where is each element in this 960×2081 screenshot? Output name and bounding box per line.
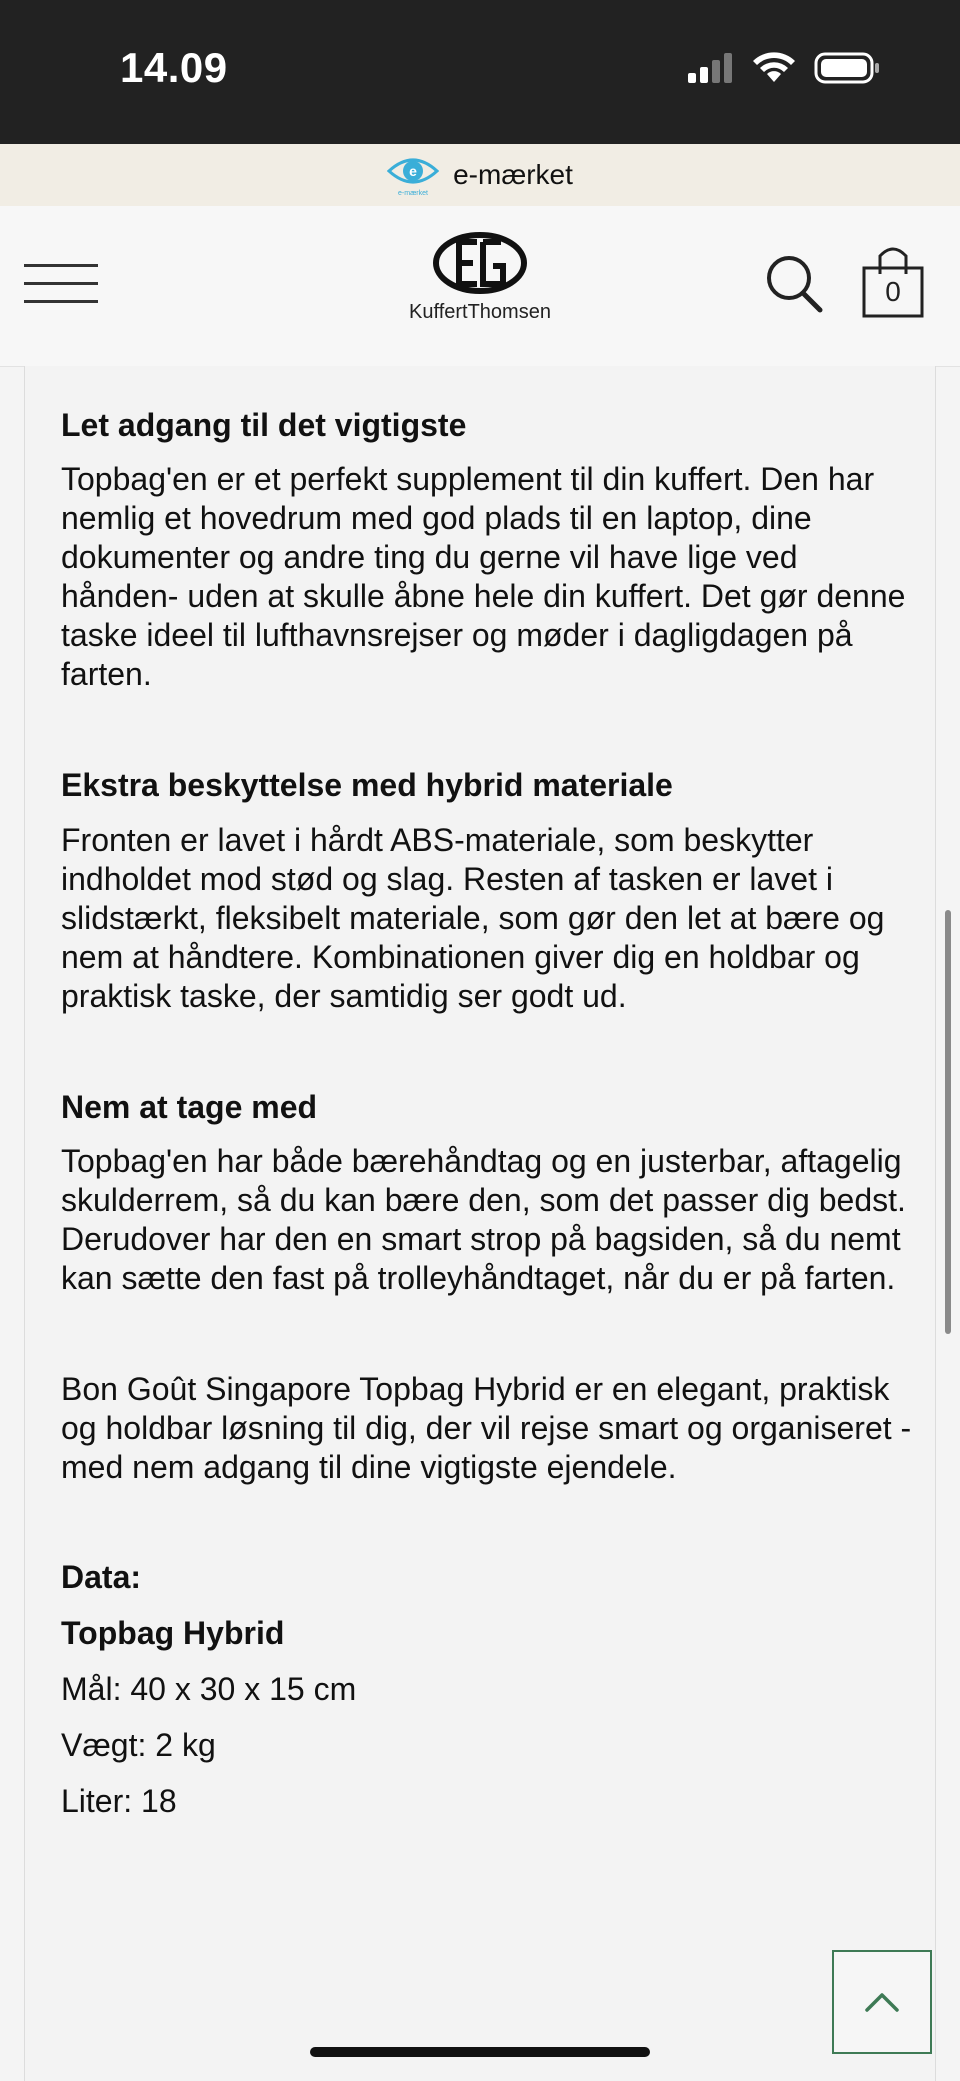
emaerket-banner[interactable] — [0, 144, 960, 206]
status-bar — [0, 0, 960, 144]
cart-count: 0 — [885, 276, 901, 307]
status-icons — [686, 52, 880, 84]
data-volume: Liter: 18 — [61, 1783, 177, 1820]
product-description — [61, 406, 921, 1839]
back-to-top-button[interactable] — [832, 1950, 932, 2054]
svg-text:e: e — [409, 163, 417, 179]
home-indicator — [310, 2047, 650, 2057]
data-product-name: Topbag Hybrid — [61, 1615, 285, 1652]
data-dimensions: Mål: 40 x 30 x 15 cm — [61, 1671, 357, 1708]
brand-name: KuffertThomsen — [409, 301, 551, 323]
cart-button[interactable] — [860, 242, 926, 320]
brand-logo[interactable] — [405, 232, 555, 324]
site-header — [0, 206, 960, 367]
section-heading: Ekstra beskyttelse med hybrid materiale — [61, 767, 673, 804]
hamburger-menu-icon[interactable] — [24, 262, 98, 306]
search-icon — [765, 252, 825, 316]
product-description-panel — [24, 366, 936, 2081]
status-time: 14.09 — [120, 44, 228, 91]
emaerket-label: e-mærket — [453, 159, 573, 190]
section-heading: Nem at tage med — [61, 1088, 318, 1125]
scrollbar[interactable] — [945, 910, 951, 1334]
chevron-up-icon — [864, 1991, 900, 2013]
section-body: Topbag'en har både bærehåndtag og en justerbar, aftagelig skulderrem, så du kan bære den, som det passer dig bedst. Derudover har den en smart strop på bagsiden, så du nemt kan sætte den fast på trolleyhåndtaget, når du er på farten. — [61, 1143, 906, 1297]
battery-icon — [814, 52, 880, 84]
summary-paragraph: Bon Goût Singapore Topbag Hybrid er en elegant, praktisk og holdbar løsning til dig, der vil rejse smart og organiseret - med nem adgang til dine vigtigste ejendele. — [61, 1371, 912, 1486]
data-weight: Vægt: 2 kg — [61, 1727, 216, 1764]
brand-logo-icon — [433, 232, 527, 294]
wifi-icon — [752, 52, 796, 84]
eye-logo-caption: e-mærket — [398, 190, 429, 197]
section-body: Fronten er lavet i hårdt ABS-materiale, som beskytter indholdet mod stød og slag. Resten af tasken er lavet i slidstærkt, fleksibelt materiale, som gør den let at bære og nem at håndtere. Kombinationen giver dig en holdbar og praktisk taske, der samtidig ser godt ud. — [61, 821, 885, 1014]
search-button[interactable] — [765, 252, 825, 316]
section-body: Topbag'en er et perfekt supplement til din kuffert. Den har nemlig et hovedrum med god plads til en laptop, dine dokumenter og andre ting du gerne vil have lige ved hånden- uden at skulle åbne hele din kuffert. Det gør denne taske ideel til lufthavnsrejser og møder i dagligdagen på farten. — [61, 461, 906, 693]
signal-icon — [686, 53, 734, 83]
section-heading: Let adgang til det vigtigste — [61, 407, 467, 443]
data-heading: Data: — [61, 1559, 142, 1596]
eye-logo-icon — [387, 153, 439, 197]
